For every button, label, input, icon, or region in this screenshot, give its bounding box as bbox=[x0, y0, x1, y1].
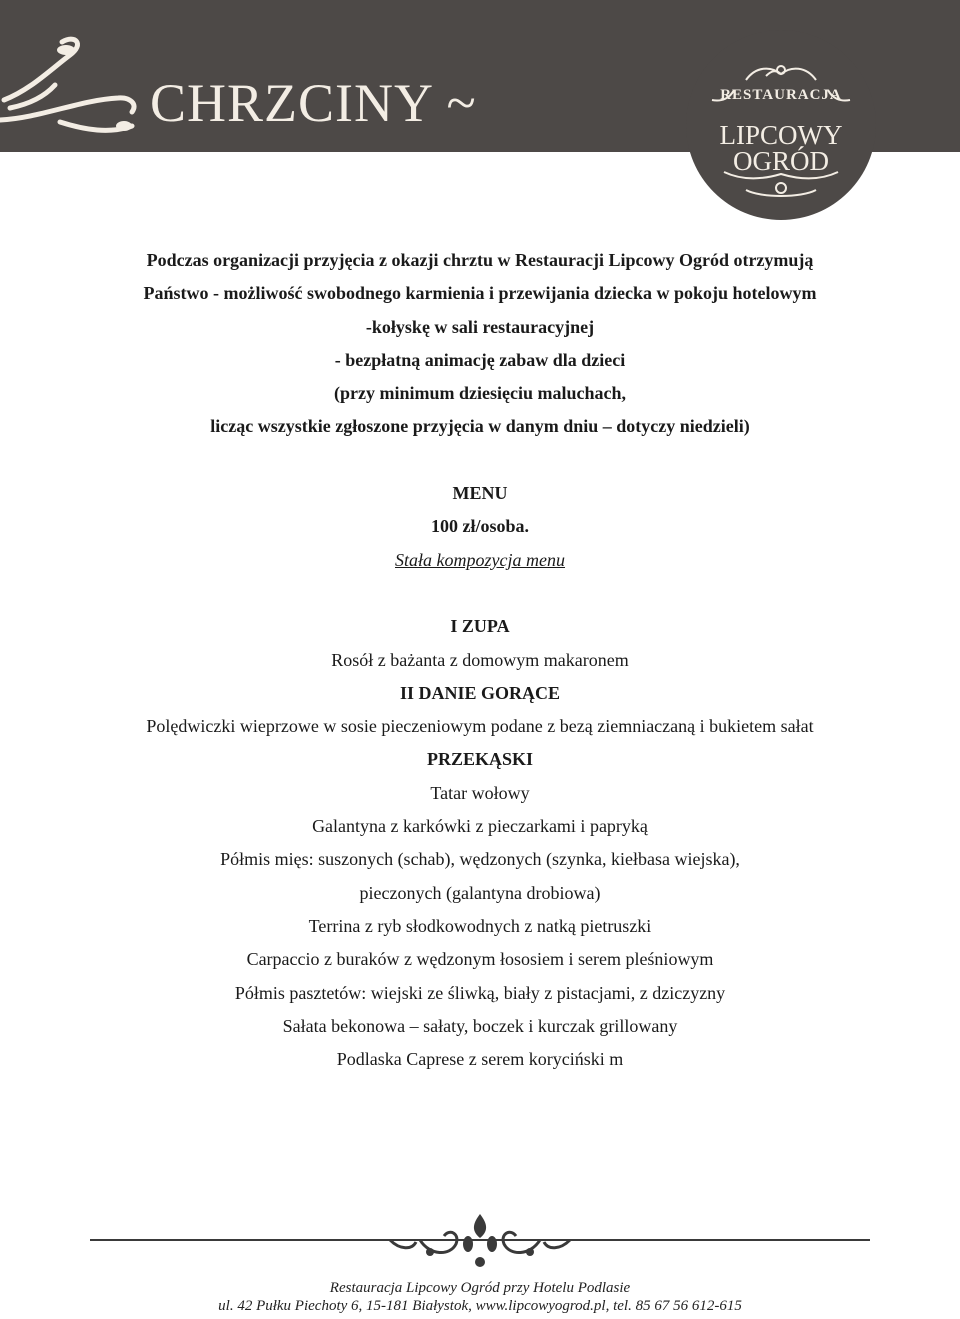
restaurant-logo bbox=[686, 30, 876, 220]
page-title: CHRZCINY ~ bbox=[150, 73, 477, 133]
intro-line: (przy minimum dziesięciu maluchach, bbox=[334, 383, 626, 404]
section-title: II DANIE GORĄCE bbox=[399, 682, 561, 703]
menu-subtitle: Stała kompozycja menu bbox=[395, 549, 565, 570]
menu-price: 100 zł/osoba. bbox=[430, 516, 529, 537]
intro-line: - bezpłatną animację zabaw dla dzieci bbox=[334, 349, 626, 370]
menu-item: Półmis mięs: suszonych (schab), wędzonych (szynka, kiełbasa wiejska), bbox=[220, 849, 740, 870]
footer-divider-ornament-icon bbox=[90, 1210, 870, 1270]
logo-text-bottom: OGRÓD bbox=[732, 146, 829, 176]
menu-item: Półmis pasztetów: wiejski ze śliwką, biały z pistacjami, z dziczyzny bbox=[234, 982, 726, 1003]
menu-item: Polędwiczki wieprzowe w sosie pieczeniowym podane z bezą ziemniaczaną i bukietem sałat bbox=[146, 716, 814, 737]
document-body bbox=[0, 244, 960, 1076]
menu-item: Tatar wołowy bbox=[430, 782, 530, 803]
footer-restaurant-name: Restauracja Lipcowy Ogród przy Hotelu Podlasie bbox=[329, 1280, 631, 1296]
menu-item: Galantyna z karkówki z pieczarkami i papryką bbox=[312, 816, 648, 837]
logo-text-middle: LIPCOWY bbox=[719, 120, 843, 150]
menu-item: Carpaccio z buraków z wędzonym łososiem i serem pleśniowym bbox=[246, 949, 714, 970]
menu-heading: MENU bbox=[452, 483, 508, 504]
footer-address: ul. 42 Pułku Piechoty 6, 15-181 Białystok, www.lipcowyogrod.pl, tel. 85 67 56 612-615 bbox=[218, 1298, 742, 1314]
intro-line: Podczas organizacji przyjęcia z okazji chrztu w Restauracji Lipcowy Ogród otrzymują bbox=[146, 250, 814, 270]
logo-text-top: RESTAURACJA bbox=[720, 87, 842, 103]
menu-item: Terrina z ryb słodkowodnych z natką pietruszki bbox=[308, 915, 652, 936]
menu-item: Rosół z bażanta z domowym makaronem bbox=[331, 649, 629, 670]
section-title: PRZEKĄSKI bbox=[426, 749, 534, 770]
intro-line: -kołyskę w sali restauracyjnej bbox=[365, 316, 595, 337]
menu-item: pieczonych (galantyna drobiowa) bbox=[359, 882, 601, 903]
swirl-ornament-icon bbox=[0, 30, 150, 140]
section-title: I ZUPA bbox=[450, 616, 510, 637]
intro-line: Państwo - możliwość swobodnego karmienia i przewijania dziecka w pokoju hotelowym bbox=[143, 283, 817, 304]
menu-item: Sałata bekonowa – sałaty, boczek i kurczak grillowany bbox=[282, 1015, 678, 1036]
menu-item: Podlaska Caprese z serem koryciński m bbox=[336, 1049, 624, 1070]
intro-line: licząc wszystkie zgłoszone przyjęcia w danym dniu – dotyczy niedzieli) bbox=[210, 416, 750, 437]
